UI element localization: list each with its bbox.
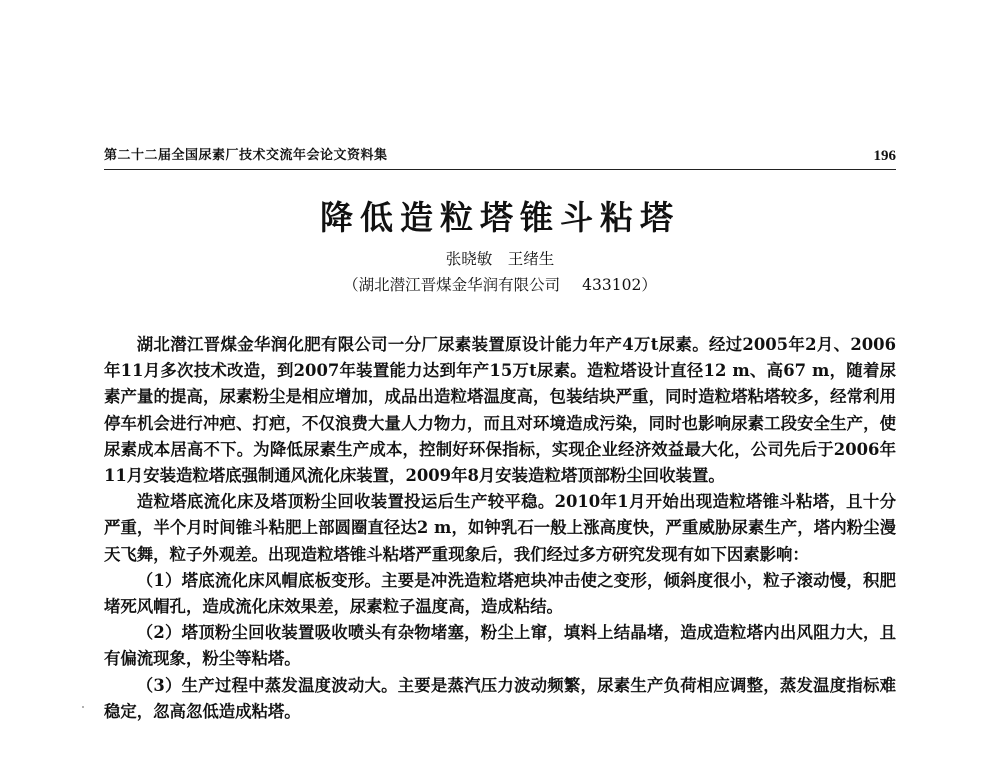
body-paragraph: （1）塔底流化床风帽底板变形。主要是冲洗造粒塔疤块冲击使之变形，倾斜度很小，粒子滚动慢，积肥堵死风帽孔，造成流化床效果差，尿素粒子温度高，造成粘结。: [104, 570, 896, 617]
body-paragraph: 湖北潜江晋煤金华润化肥有限公司一分厂尿素装置原设计能力年产4万t尿素。经过2005年2月、2006年11月多次技术改造，到2007年装置能力达到年产15万t尿素。造粒塔设计直径12 m、高67 m，随着尿素产量的提高，尿素粉尘是相应增加，成品出造粒塔温度高，包装结块严重，同时造粒塔粘塔较多，经常利用停车机会进行冲疤、打疤，不仅浪费大量人力物力，而且对环境造成污染，同时也影响尿素工段安全生产，使尿素成本居高不下。为降低尿素生产成本，控制好环保指标，实现企业经济效益最大化，公司先后于2006年11月安装造粒塔底强制通风流化床装置，2009年8月安装造粒塔顶部粉尘回收装置。: [104, 335, 896, 486]
affiliation-name: （湖北潜江晋煤金华润有限公司: [343, 276, 561, 294]
author-affiliation: [0, 274, 1000, 296]
scan-speck: [82, 706, 84, 708]
journal-name: 第二十二届全国尿素厂技术交流年会论文资料集: [104, 148, 388, 163]
body-text: [104, 332, 896, 725]
body-paragraph: （3）生产过程中蒸发温度波动大。主要是蒸汽压力波动频繁，尿素生产负荷相应调整，蒸发温度指标难稳定，忽高忽低造成粘塔。: [104, 675, 896, 721]
page-number: 196: [873, 148, 896, 164]
paper-title: 降低造粒塔锥斗粘塔: [320, 198, 680, 237]
body-paragraph: 造粒塔底流化床及塔顶粉尘回收装置投运后生产较平稳。2010年1月开始出现造粒塔锥斗粘塔，且十分严重，半个月时间锥斗粘肥上部圆圈直径达2 m，如钟乳石一般上涨高度快，严重威胁尿素生产，塔内粉尘漫天飞舞，粒子外观差。出现造粒塔锥斗粘塔严重现象后，我们经过多方研究发现有如下因素影响：: [104, 492, 896, 564]
paper-authors: 张晓敏 王绪生: [445, 250, 555, 268]
running-head: [104, 145, 896, 170]
affiliation-postcode: 433102）: [582, 276, 657, 294]
body-paragraph: （2）塔顶粉尘回收装置吸收喷头有杂物堵塞，粉尘上窜，填料上结晶堵，造成造粒塔内出风阻力大，且有偏流现象，粉尘等粘塔。: [104, 623, 896, 669]
